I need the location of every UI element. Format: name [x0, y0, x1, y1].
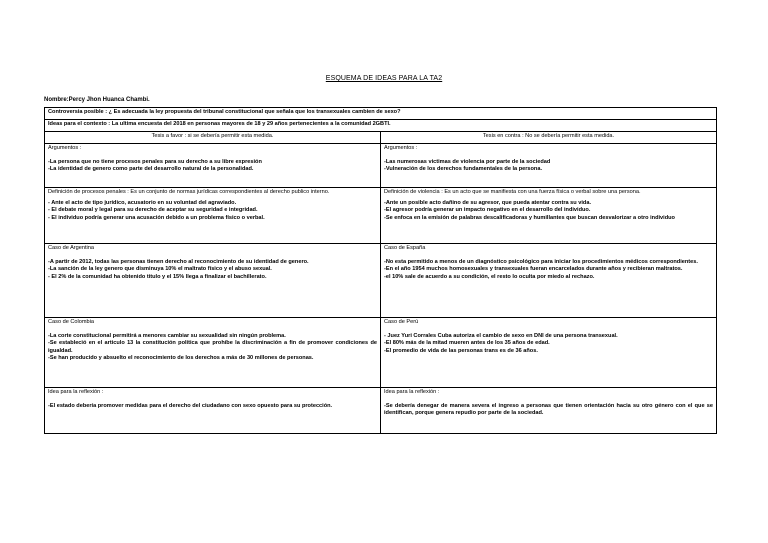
- list-item: -El promedio de vida de las personas trans es de 36 años.: [384, 347, 538, 354]
- thesis-for: Tesis a favor : si se debería permitir esta medida.: [45, 132, 381, 144]
- cell-heading: Argumentos :: [48, 145, 82, 151]
- controversy-row: [45, 108, 717, 120]
- context-row: [45, 120, 717, 132]
- list-item: -No esta permitido a menos de un diagnóstico psicológico para iniciar los procedimientos médicos correspondientes.: [384, 259, 698, 266]
- cell-heading: Caso de Colombia: [48, 319, 95, 325]
- list-item: -Ante un posible acto dañino de su agresor, que pueda atentar contra su vida.: [384, 200, 592, 207]
- cell-heading: Definición de procesos penales : Es un conjunto de normas jurídicas correspondientes al derecho publico interno.: [48, 189, 330, 195]
- definition-violence-cell: [381, 188, 717, 244]
- definition-penal-cell: [45, 188, 381, 244]
- list-item: -A partir de 2012, todas las personas tienen derecho al reconocimiento de su identidad de genero.: [48, 259, 309, 266]
- list-item: -En el año 1954 muchos homosexuales y transexuales fueran encarcelados durante años y recibieran maltratos.: [384, 266, 683, 273]
- list-item: -La corte constitucional permitirá a menores cambiar su sexualidad sin ningún problema.: [48, 333, 286, 340]
- list-item: -El agresor podría generar un impacto negativo en el desarrollo del individuo.: [384, 207, 591, 214]
- case-argentina-cell: [45, 244, 381, 318]
- list-item: -Se han producido y absuelto el reconocimiento de los derechos a más de 30 millones de personas.: [48, 354, 314, 361]
- case-peru-cell: [381, 318, 717, 388]
- list-item: - Ante el acto de tipo jurídico, acusatorio en su voluntad del agraviado.: [48, 200, 237, 207]
- cell-heading: Argumentos :: [384, 145, 418, 151]
- case-spain-cell: [381, 244, 717, 318]
- document-title: ESQUEMA DE IDEAS PARA LA TA2: [325, 75, 443, 82]
- reflection-for-cell: [45, 388, 381, 434]
- context-text: Ideas para el contexto : La ultima encuesta del 2018 en personas mayores de 18 y 29 años pertenecientes a la comunidad 2GBTI.: [45, 120, 717, 132]
- table-row: [45, 244, 717, 318]
- arguments-against-cell: [381, 144, 717, 188]
- list-item: -El estado debería promover medidas para el derecho del ciudadano con sexo opuesto para su protección.: [48, 403, 333, 410]
- table-row: [45, 318, 717, 388]
- list-item: -el 10% sale de acuerdo a su condición, el resto lo oculta por miedo al rechazo.: [384, 273, 595, 280]
- list-item: -Las numerosas victimas de violencia por parte de la sociedad: [384, 159, 551, 166]
- cell-heading: Caso de España: [384, 245, 426, 251]
- table-row: [45, 144, 717, 188]
- thesis-row: [45, 132, 717, 144]
- arguments-for-cell: [45, 144, 381, 188]
- case-colombia-cell: [45, 318, 381, 388]
- list-item: - El individuo podría generar una acusación debido a un problema físico o verbal.: [48, 214, 265, 221]
- list-item: - El 2% de la comunidad ha obtenido titulo y el 15% llega a finalizar el bachillerato.: [48, 273, 267, 280]
- table-row: [45, 188, 717, 244]
- list-item: -El 80% más de la mitad mueren antes de los 35 años de edad.: [384, 340, 550, 347]
- list-item: -La identidad de genero como parte del desarrollo natural de la personalidad.: [48, 166, 254, 173]
- list-item: - El debate moral y legal para su derecho de aceptar su seguridad e integridad.: [48, 207, 258, 214]
- controversy-text: Controversia posible : ¿ Es adecuada la ley propuesta del tribunal constitucional que señala que los transexuales cambien de sexo?: [45, 108, 717, 120]
- ideas-table: [44, 107, 717, 434]
- list-item: -La sanción de la ley genero que disminuya 10% el maltrato físico y el abuso sexual.: [48, 266, 272, 273]
- cell-heading: Caso de Argentina: [48, 245, 95, 251]
- list-item: -La persona que no tiene procesos penales para su derecho a su libre expresión: [48, 159, 262, 166]
- cell-heading: Idea para la reflexión :: [384, 389, 440, 395]
- author-name: Nombre:Percy Jhon Huanca Chambi.: [44, 97, 150, 103]
- cell-heading: Idea para la reflexión :: [48, 389, 104, 395]
- reflection-against-cell: [381, 388, 717, 434]
- list-item: -Se estableció en el articulo 13 la constitución política que prohíbe la discriminación a fin de promover condiciones de igualdad.: [48, 340, 377, 354]
- list-item: -Vulneración de los derechos fundamentales de la persona.: [384, 166, 543, 173]
- list-item: -Se enfoca en la emisión de palabras descalificadoras y humillantes que buscan desvalorizar a otro individuo: [384, 214, 675, 221]
- list-item: -Se debería denegar de manera severa el ingreso a personas que tienen orientación hacia su otro género con el que se identifican, porque genera repudio por parte de la sociedad.: [384, 403, 713, 417]
- cell-heading: Caso de Perú: [384, 319, 419, 325]
- thesis-against: Tesis en contra : No se debería permitir esta medida.: [381, 132, 717, 144]
- list-item: - Juez Yuri Corrales Cuba autoriza el cambio de sexo en DNI de una persona transexual.: [384, 333, 618, 340]
- cell-heading: Definición de violencia : Es un acto que se manifiesta con una fuerza física o verbal sobre una persona.: [384, 189, 641, 195]
- table-row: [45, 388, 717, 434]
